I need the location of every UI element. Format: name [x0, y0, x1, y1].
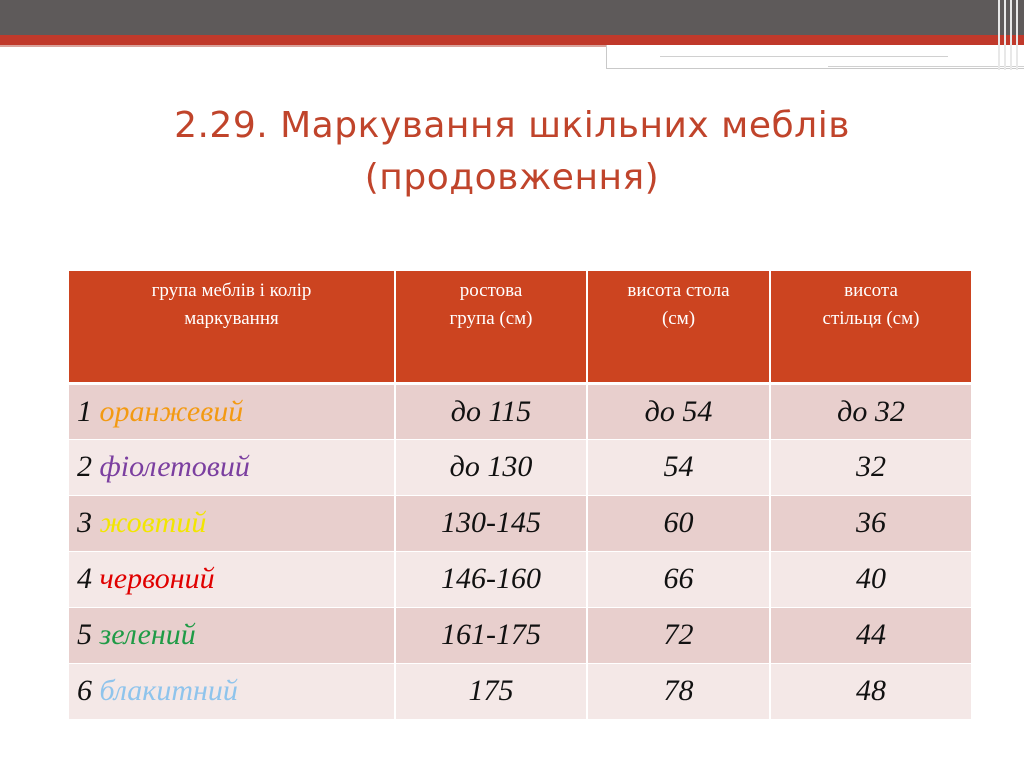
group-number: 2 [77, 450, 92, 483]
chair-height-cell: 36 [770, 495, 971, 551]
header-chair-height: висота стільця (см) [770, 271, 971, 383]
group-cell [69, 607, 395, 663]
color-name: фіолетовий [99, 450, 250, 483]
table-row [69, 551, 971, 607]
height-group-cell: до 130 [395, 439, 587, 495]
color-name: блакитний [99, 674, 238, 707]
table-height-cell: 54 [587, 439, 770, 495]
chair-height-cell: 40 [770, 551, 971, 607]
title-line-2: (продовження) [364, 157, 660, 198]
chair-height-cell: 32 [770, 439, 971, 495]
table-row [69, 439, 971, 495]
table-height-cell: до 54 [587, 383, 770, 439]
table-row [69, 663, 971, 719]
table-height-cell: 66 [587, 551, 770, 607]
header-table-height: висота стола (см) [587, 271, 770, 383]
group-cell [69, 495, 395, 551]
group-number: 6 [77, 674, 92, 707]
page-title [0, 100, 1024, 204]
header-group-color: група меблів і колір маркування [69, 271, 395, 383]
group-number: 4 [77, 562, 92, 595]
header-height-group: ростова група (см) [395, 271, 587, 383]
group-number: 3 [77, 506, 92, 539]
decorative-line [660, 56, 948, 57]
table-row [69, 495, 971, 551]
top-accent-bar [0, 35, 1024, 45]
height-group-cell: 161-175 [395, 607, 587, 663]
color-name: оранжевий [99, 394, 244, 428]
group-cell [69, 383, 395, 439]
height-group-cell: до 115 [395, 383, 587, 439]
group-number: 5 [77, 618, 92, 651]
table-header-row [69, 271, 971, 383]
group-cell [69, 551, 395, 607]
group-number: 1 [77, 394, 92, 428]
decorative-stripes [994, 0, 1024, 70]
chair-height-cell: 48 [770, 663, 971, 719]
table-row [69, 383, 971, 439]
group-cell [69, 439, 395, 495]
marking-table [69, 271, 971, 720]
height-group-cell: 146-160 [395, 551, 587, 607]
top-bar [0, 0, 1024, 35]
chair-height-cell: 44 [770, 607, 971, 663]
height-group-cell: 130-145 [395, 495, 587, 551]
table-height-cell: 72 [587, 607, 770, 663]
height-group-cell: 175 [395, 663, 587, 719]
color-name: жовтий [99, 506, 207, 539]
group-cell [69, 663, 395, 719]
table-height-cell: 78 [587, 663, 770, 719]
color-name: зелений [99, 618, 196, 651]
chair-height-cell: до 32 [770, 383, 971, 439]
title-line-1: 2.29. Маркування шкільних меблів [174, 105, 850, 146]
table-height-cell: 60 [587, 495, 770, 551]
table-row [69, 607, 971, 663]
color-name: червоний [99, 562, 215, 595]
